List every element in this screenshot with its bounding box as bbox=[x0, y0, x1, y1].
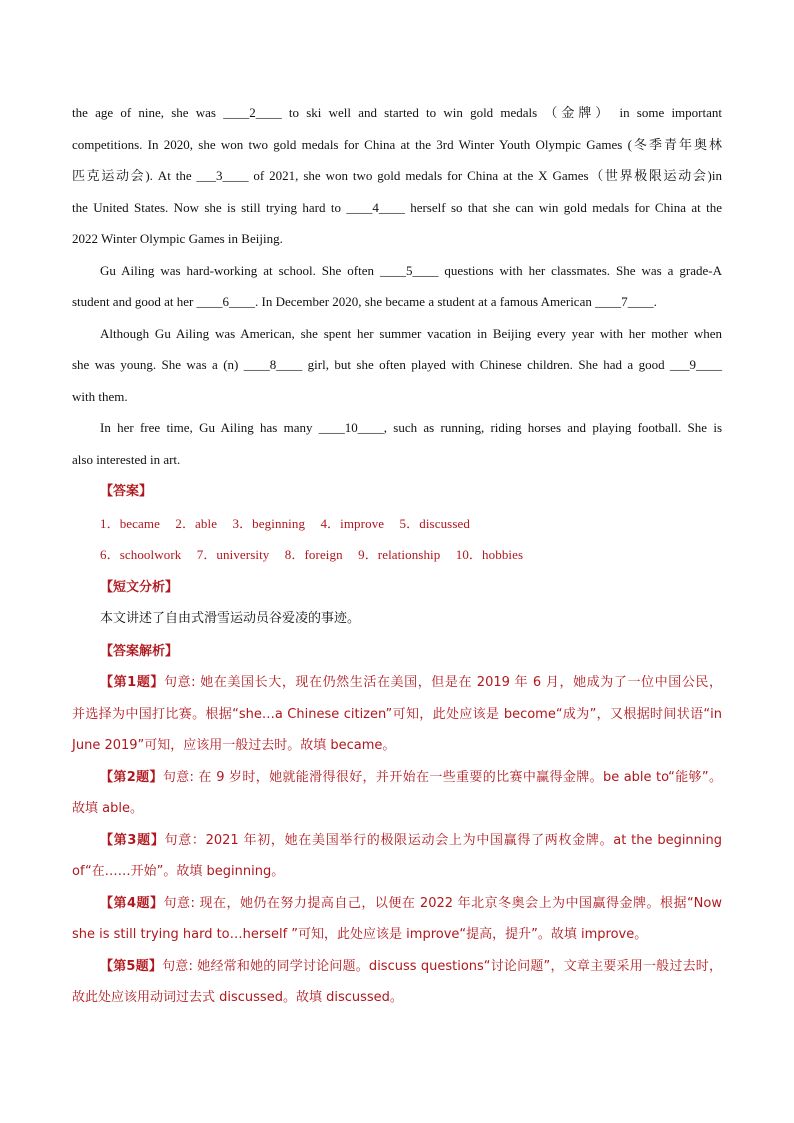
passage-line-11: In her free time, Gu Ailing has many ____10____, such as running, riding horses and playing football. She is bbox=[100, 420, 722, 435]
explanation-q5-tag: 【第5题】 bbox=[100, 958, 163, 974]
passage-line-2: competitions. In 2020, she won two gold medals for China at the 3rd Winter Youth Olympic Games (冬季青年奥林 bbox=[72, 136, 722, 152]
answer-item: 7．university bbox=[196, 547, 270, 562]
passage-line-5: 2022 Winter Olympic Games in Beijing. bbox=[72, 231, 283, 246]
explanation-q1-line-2: 并选择为中国打比赛。根据“she…a Chinese citizen”可知，此处应该是 become“成为”，又根据时间状语“in bbox=[72, 706, 722, 722]
passage-line-9: she was young. She was a (n) ____8____ girl, but she often played with Chinese children. She had a good ___9____ bbox=[72, 357, 722, 372]
analysis-text: 本文讲述了自由式滑雪运动员谷爱凌的事迹。 bbox=[100, 611, 361, 626]
answer-item: 1．became bbox=[100, 515, 160, 531]
answer-item: 2．able bbox=[175, 515, 218, 531]
explanation-q1-line-1 bbox=[72, 667, 722, 699]
answer-item: 8．foreign bbox=[284, 547, 343, 562]
explanation-q1-tag: 【第1题】 bbox=[100, 675, 164, 690]
explanation-q4-tag: 【第4题】 bbox=[100, 895, 164, 911]
passage-line-12: also interested in art. bbox=[72, 451, 181, 467]
explanation-q4-line-2: she is still trying hard to…herself ”可知，此处应该是 improve“提高，提升”。故填 improve。 bbox=[72, 927, 648, 942]
explanation-q5-line-2: 故此处应该用动词过去式 discussed。故填 discussed。 bbox=[72, 990, 403, 1005]
explanation-q2-line-1 bbox=[72, 762, 722, 794]
explanation-heading bbox=[72, 635, 722, 668]
explanation-text: 句意: 在 9 岁时，她就能滑得很好，并开始在一些重要的比赛中赢得金牌。be able to“能够”。 bbox=[162, 769, 723, 785]
explanation-q2-line-2: 故填 able。 bbox=[72, 801, 143, 816]
answers-row-1 bbox=[72, 508, 722, 540]
answer-item: 4．improve bbox=[320, 515, 385, 531]
passage-line-10: with them. bbox=[72, 388, 128, 404]
passage-line-7: student and good at her ____6____. In December 2020, she became a student at a famous American ____7____. bbox=[72, 294, 657, 309]
answer-heading bbox=[72, 475, 722, 508]
answer-item: 10．hobbies bbox=[455, 547, 524, 562]
answer-item: 9．relationship bbox=[358, 547, 441, 562]
explanation-q3-line-2: of“在……开始”。故填 beginning。 bbox=[72, 864, 285, 879]
answer-item: 6．schoolwork bbox=[100, 547, 182, 562]
passage-line-6: Gu Ailing was hard-working at school. She often ____5____ questions with her classmates. She was a grade-A bbox=[100, 262, 722, 278]
passage-line-8: Although Gu Ailing was American, she spent her summer vacation in Beijing every year with her mother when bbox=[100, 325, 722, 341]
explanation-text: 句意: 她经常和她的同学讨论问题。discuss questions“讨论问题”，文章主要采用一般过去时， bbox=[162, 958, 723, 974]
analysis-heading-label: 【短文分析】 bbox=[100, 579, 179, 595]
explanation-q2-tag: 【第2题】 bbox=[100, 769, 163, 785]
explanation-text: 句意: 现在，她仍在努力提高自己，以便在 2022 年北京冬奥会上为中国赢得金牌。根据“Now bbox=[163, 895, 722, 911]
passage-line-3: 匹克运动会). At the ___3____ of 2021, she won two gold medals for China at the X Games（世界极限运动会)in bbox=[72, 168, 722, 183]
answers-row-2 bbox=[72, 539, 722, 571]
explanation-q4-line-1 bbox=[72, 888, 722, 920]
explanation-q1-line-3: June 2019”可知，应该用一般过去时。故填 became。 bbox=[72, 738, 396, 753]
explanation-text: 句意: 她在美国长大，现在仍然生活在美国，但是在 2019 年 6 月，她成为了一位中国公民， bbox=[164, 675, 722, 690]
explanation-heading-label: 【答案解析】 bbox=[100, 643, 179, 659]
passage-line-1: the age of nine, she was ____2____ to ski well and started to win gold medals （金牌） in some important bbox=[72, 105, 722, 120]
answer-item: 5．discussed bbox=[399, 515, 470, 531]
answer-heading-label: 【答案】 bbox=[100, 484, 153, 499]
explanation-text: 句意：2021 年初，她在美国举行的极限运动会上为中国赢得了两枚金牌。at the beginning bbox=[164, 832, 723, 848]
explanation-q5-line-1 bbox=[72, 951, 722, 983]
answer-item: 3．beginning bbox=[232, 515, 306, 531]
explanation-q3-tag: 【第3题】 bbox=[100, 832, 165, 848]
document-page bbox=[72, 97, 722, 1014]
explanation-q3-line-1 bbox=[72, 825, 722, 857]
analysis-heading bbox=[72, 571, 722, 604]
passage-line-4: the United States. Now she is still trying hard to ____4____ herself so that she can win gold medals for China at the bbox=[72, 199, 722, 215]
